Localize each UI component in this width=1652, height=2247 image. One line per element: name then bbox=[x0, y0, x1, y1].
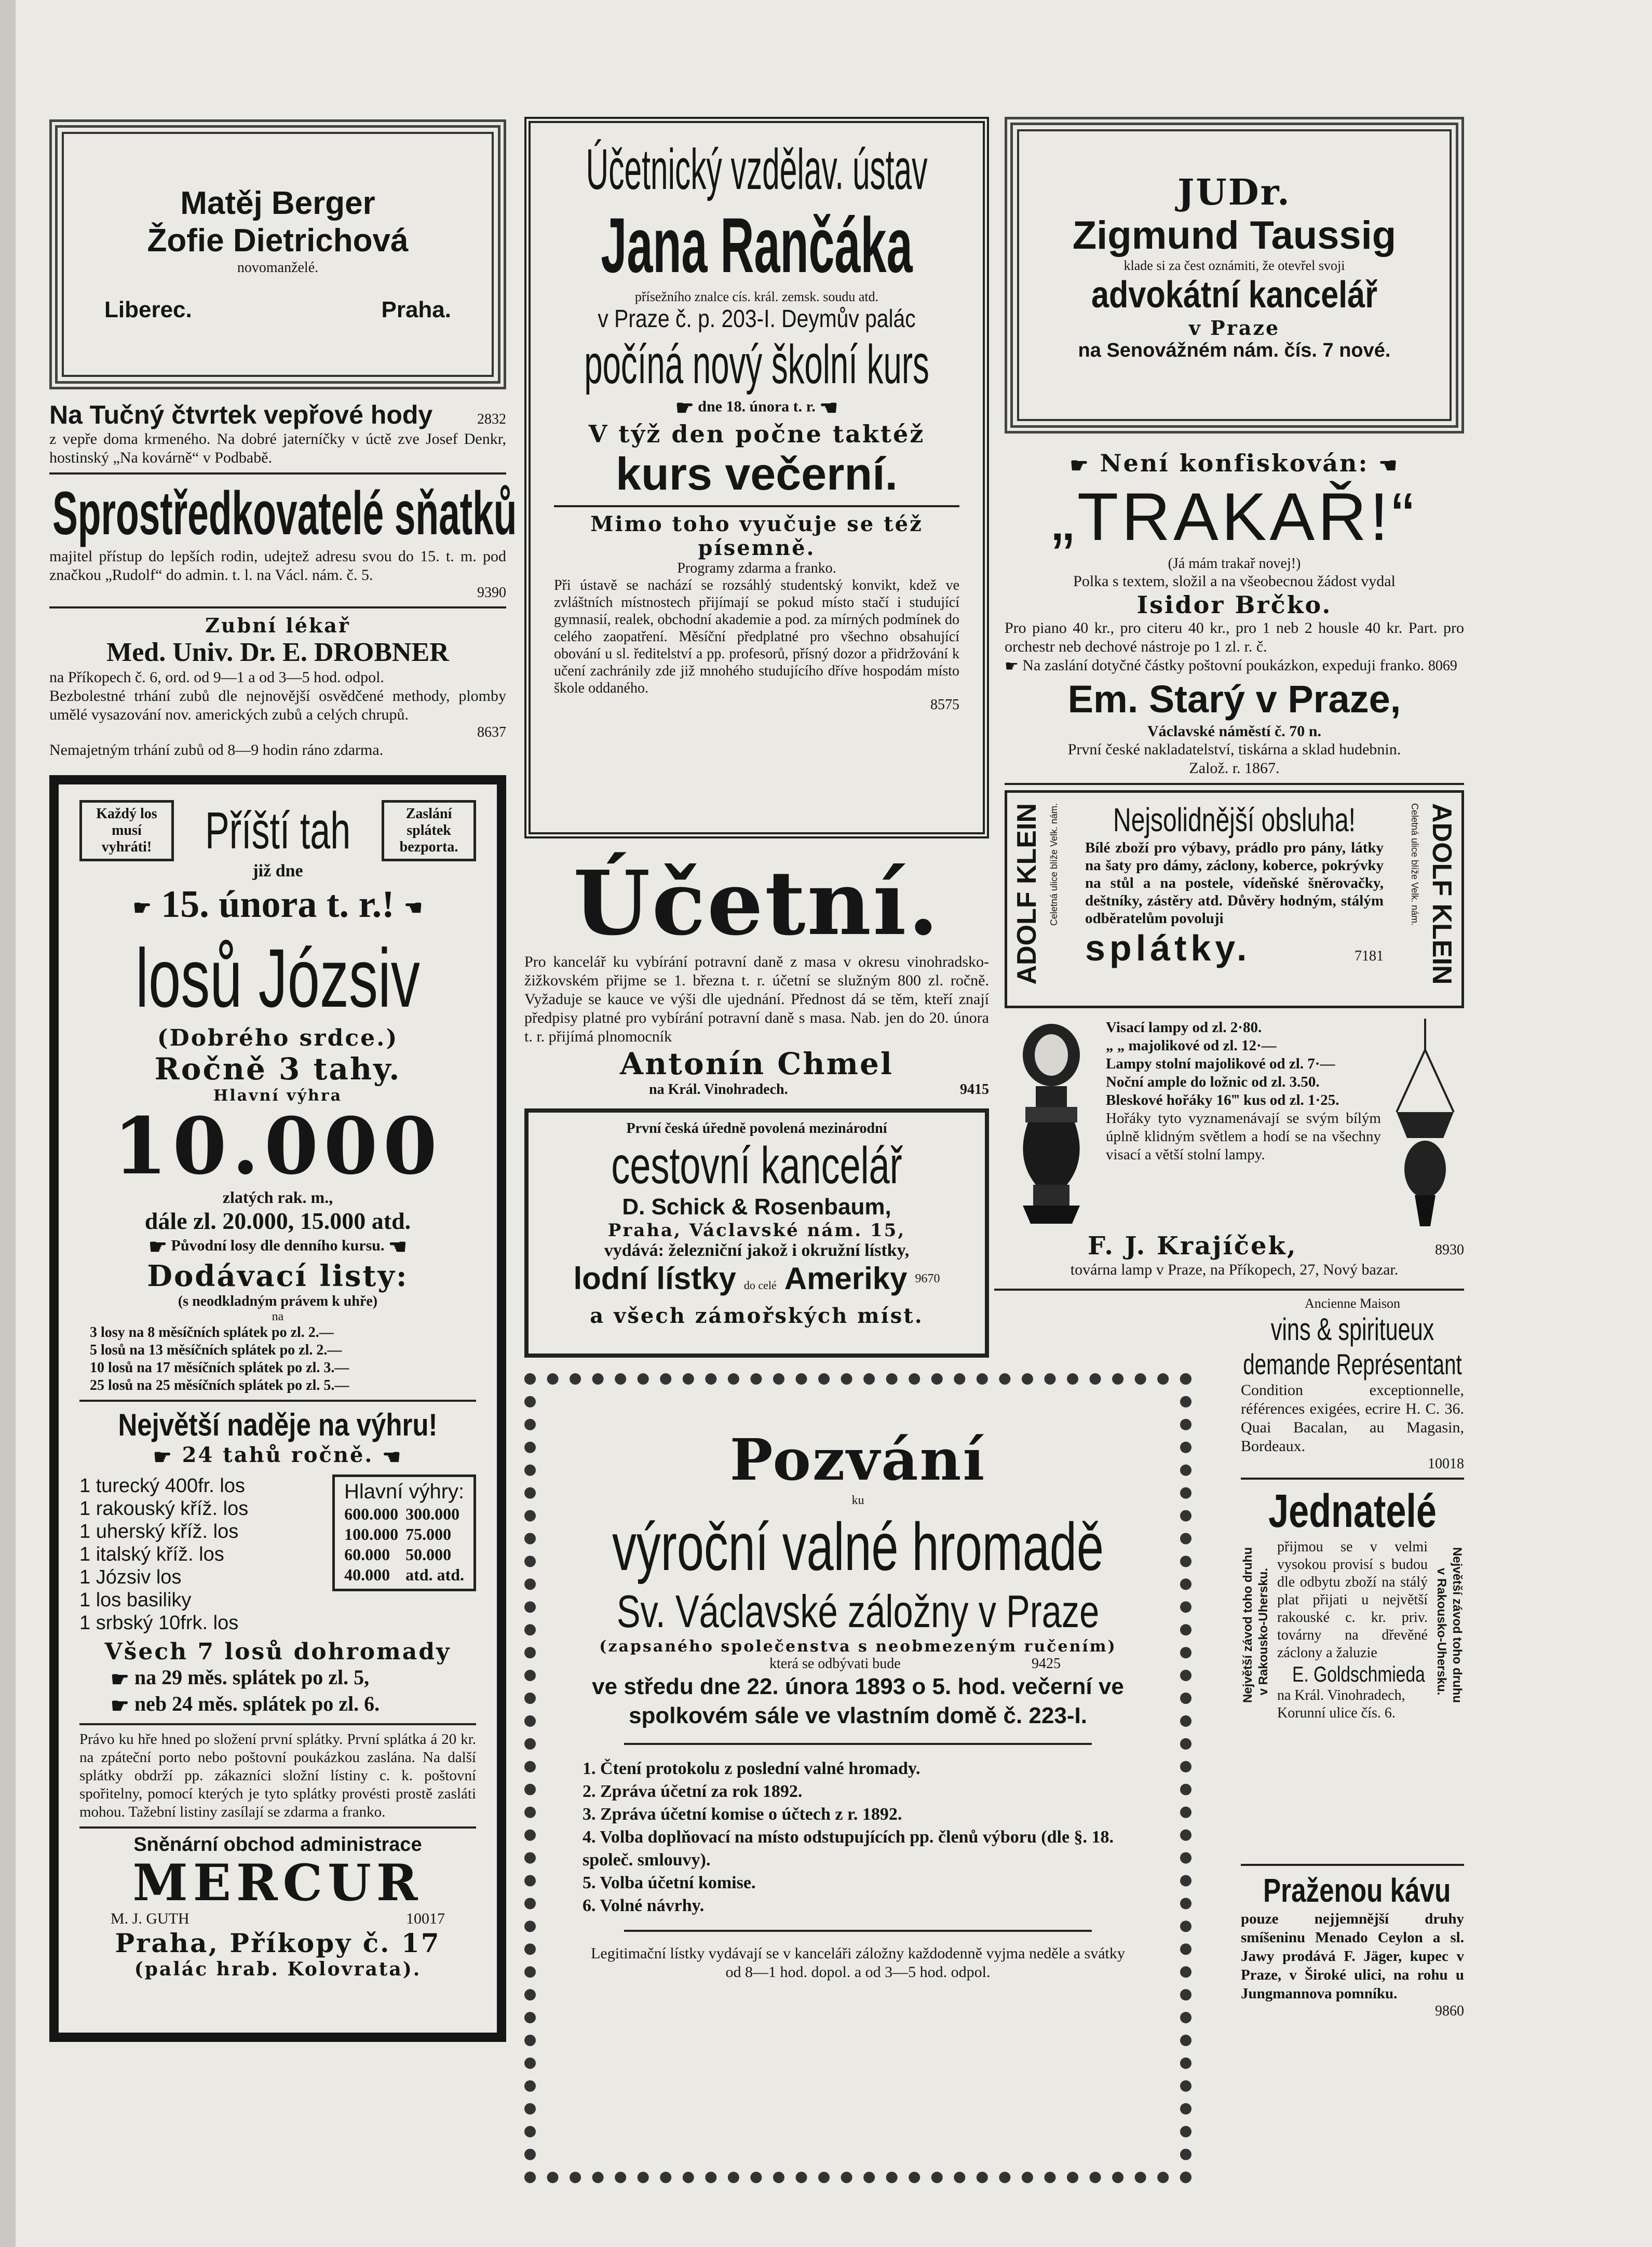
list-item: 1 Józsiv los bbox=[79, 1566, 182, 1588]
ucetni-ad bbox=[524, 851, 989, 1098]
pointing-hand-icon: ☚ bbox=[388, 1235, 407, 1259]
table-cell: 40.000 bbox=[344, 1565, 390, 1584]
mercur-vsech: Všech 7 losů dohromady bbox=[104, 1638, 451, 1665]
trakar-sub: (Já mám trakař novej!) bbox=[1168, 555, 1301, 572]
mercur-palac: (palác hrab. Kolovrata). bbox=[134, 1958, 422, 1981]
klein-num: 7181 bbox=[1355, 947, 1384, 964]
pointing-hand-icon: ☚ bbox=[382, 1444, 403, 1469]
tucny-title: Na Tučný čtvrtek vepřové hody bbox=[49, 400, 433, 429]
pointing-hand-icon: ☚ bbox=[1378, 453, 1399, 478]
divider bbox=[49, 472, 506, 475]
klein-side-right: ADOLF KLEIN bbox=[1427, 803, 1457, 985]
rancak-num: 8575 bbox=[930, 697, 959, 713]
mercur-rocne: Ročně 3 tahy. bbox=[154, 1051, 401, 1087]
mercur-zlatych: zlatých rak. m., bbox=[222, 1188, 333, 1207]
berger-city-left: Liberec. bbox=[104, 297, 192, 322]
pozvani-datum: ve středu dne 22. února 1893 o 5. hod. večerní ve spolkovém sále ve vlastním domě č. 223-I. bbox=[592, 1674, 1124, 1728]
table-row bbox=[341, 1505, 467, 1524]
mercur-jiz-dne: již dne bbox=[252, 861, 303, 881]
ucetni-name: Antonín Chmel bbox=[620, 1046, 893, 1081]
vins-ancienne: Ancienne Maison bbox=[1304, 1295, 1401, 1311]
mercur-praha: Praha, Příkopy č. 17 bbox=[115, 1928, 441, 1959]
hanging-lamp-icon bbox=[1386, 1019, 1464, 1237]
jednatele-text: přijmou se v velmi vysokou provisí s budou dle odbytu zboží na stálý plat přijati u největší rakouské c. kr. priv. továrny na dřevěné záclony a žaluzie bbox=[1277, 1538, 1428, 1661]
table-lamp-icon bbox=[1005, 1019, 1098, 1226]
jednatele-side-right2: v Rakousko-Uhersku. bbox=[1434, 1567, 1448, 1696]
pozvani-zalozny: Sv. Václavské záložny v Praze bbox=[616, 1586, 1100, 1637]
pozvani-legit: Legitimační lístky vydávají se v kanceláři záložny každodenně vyjma neděle a svátky od 8—1 hod. dopol. a od 3—5 hod. odpol. bbox=[591, 1945, 1125, 1981]
rancak-text: Při ústavě se nachází se rozsáhlý studentský konvikt, kdež ve zvláštních místnostech přijímají se pokud místo stačí i studující gymnasií, realek, obchodní akademie a pod. za mírných podmínek do celého zaopatření. Měsíční předplatné pro všechno obsahující obování u sl. ředitelství a pp. profesorů, přísný dozor a přidržování k učení zachránily zde již mnohého studujícího dříve hospodám místo škole oddaného. bbox=[554, 577, 959, 696]
trakar-isidor: Isidor Brčko. bbox=[1136, 590, 1332, 619]
mercur-pravo: Právo ku hře hned po složení první splátky. První splátka á 20 kr. na zpáteční porto nebo poštovní poukázkou zaslána. Na další splátky obdrží pp. zákazníci složní lístiny c. k. poštovní spořitelny, pomocí kterých je tyto splátky provésti prostě zasláti mohou. Tažební listiny zasílají se zdarma a franko. bbox=[79, 1731, 476, 1821]
schick-firm: D. Schick & Rosenbaum, bbox=[622, 1194, 891, 1220]
table-row bbox=[341, 1545, 467, 1564]
pozvani-vyrocni: výroční valné hromadě bbox=[612, 1509, 1104, 1585]
list-item: 1 los basiliky bbox=[79, 1589, 192, 1611]
krajicek-text6: Hořáky tyto vyznamenávají se svým bílým úplně klidným světlem a hodí se na všechny visací a větší stolní lampy. bbox=[1106, 1109, 1381, 1163]
rancak-prisezny: přísežního znalce cís. král. zemsk. soudu atd. bbox=[634, 289, 879, 304]
rancak-dne: dne 18. února t. r. bbox=[698, 398, 816, 415]
mercur-splatky-list bbox=[79, 1324, 476, 1395]
mercur-mes29: na 29 měs. splátek po zl. 5, bbox=[134, 1665, 370, 1689]
trakar-num: 8069 bbox=[1428, 657, 1457, 674]
mercur-dodavaci: Dodávací listy: bbox=[147, 1259, 409, 1294]
vins-text: Condition exceptionnelle, références exigées, ecrire H. C. 36. Quai Bacalan, au Magasin, Bordeaux. bbox=[1241, 1381, 1464, 1455]
klein-side-right-small: Celetná ulice blíže Velk. nám. bbox=[1410, 803, 1420, 926]
satky-ad bbox=[49, 479, 517, 601]
drobner-num: 8637 bbox=[477, 724, 506, 740]
krajicek-text2: „ „ majolikové od zl. 12·— bbox=[1106, 1037, 1277, 1054]
taussig-klade: klade si za čest oznámiti, že otevřel svoji bbox=[1123, 258, 1345, 273]
list-item: 2. Zpráva účetní za rok 1892. bbox=[583, 1782, 803, 1801]
list-item: 3. Zpráva účetní komise o účtech z r. 1892. bbox=[583, 1805, 902, 1824]
tucny-ad bbox=[49, 400, 506, 467]
rancak-jana: Jana Rančáka bbox=[601, 201, 913, 289]
trakar-zaloz: Založ. r. 1867. bbox=[1189, 759, 1280, 777]
tucny-text: z vepře doma krmeného. Na dobré jaterníčky v úctě zve Josef Denkr, hostinský „Na kovárně“ v Podbabě. bbox=[49, 430, 506, 466]
pointing-hand-icon: ☛ bbox=[153, 1444, 173, 1469]
mercur-obchod: Sněnární obchod administrace bbox=[133, 1834, 422, 1856]
krajicek-addr: továrna lamp v Praze, na Příkopech, 27, Nový bazar. bbox=[1070, 1261, 1399, 1278]
schick-vsech: a všech zámořských míst. bbox=[590, 1304, 924, 1328]
krajicek-text3: Lampy stolní majolikové od zl. 7·— bbox=[1106, 1055, 1335, 1072]
mercur-dale: dále zl. 20.000, 15.000 atd. bbox=[144, 1208, 411, 1235]
mercur-na: na bbox=[272, 1310, 284, 1324]
trakar-zaslani: Na zaslání dotyčné částky poštovní poukázkon, expeduji franko. bbox=[1022, 656, 1425, 674]
divider bbox=[1241, 1864, 1464, 1866]
mercur-nejvetsi: Největší naděje na výhru! bbox=[118, 1407, 438, 1443]
kava-num: 9860 bbox=[1435, 2002, 1464, 2019]
taussig-judr: JUDr. bbox=[1177, 172, 1291, 213]
right-bottom bbox=[1241, 1296, 1464, 2020]
pointing-hand-icon: ☛ bbox=[132, 896, 152, 920]
list-item: 10 losů na 17 měsíčních splátek po zl. 3.— bbox=[90, 1360, 349, 1376]
klein-title: Nejsolidnější obsluha! bbox=[1113, 801, 1356, 838]
divider bbox=[79, 1826, 476, 1829]
ucetni-text: Pro kancelář ku vybírání potravní daně z masa v okresu vinohradsko-žižkovském přijme se 1. března t. r. účetní se služným 800 zl. ročně. Vyžaduje se kauce ve výši dle ujednání. Přednost dá se těm, kteří znají předpisy platné pro vybírání potravní daně s masa. Nab. jen do 20. února t. r. přijímá plnomocník bbox=[524, 953, 989, 1045]
list-item: 4. Volba doplňovací na místo odstupujících pp. členů výboru (dle §. 18. společ. smlouvy). bbox=[583, 1828, 1114, 1870]
column-left bbox=[49, 119, 517, 2042]
rancak-vtyz: V týž den počne taktéž bbox=[588, 420, 925, 448]
schick-num: 9670 bbox=[915, 1272, 940, 1285]
taussig-advok: advokátní kancelář bbox=[1091, 274, 1378, 316]
klein-side-left-small: Celetná ulice blíže Velk. nám. bbox=[1049, 803, 1059, 926]
pointing-hand-icon: ☛ bbox=[1069, 453, 1090, 478]
klein-side-left: ADOLF KLEIN bbox=[1012, 803, 1042, 985]
vins-ad bbox=[1241, 1296, 1464, 1472]
divider bbox=[79, 1400, 476, 1402]
schick-ad bbox=[524, 1108, 989, 1358]
mercur-tahu24: 24 tahů ročně. bbox=[182, 1443, 374, 1468]
table-row bbox=[341, 1525, 467, 1544]
krajicek-ad bbox=[1005, 1019, 1464, 1283]
berger-city-right: Praha. bbox=[381, 297, 451, 322]
drobner-name: Med. Univ. Dr. E. DROBNER bbox=[106, 638, 449, 667]
mercur-headline: Příští tah bbox=[205, 801, 351, 860]
kava-text: pouze nejjemnější druhy smíšeninu Menado Ceylon a sl. Jawy prodává F. Jäger, kupec v Praze, v Široké ulici, na rohu u Jungmannova pomníku. bbox=[1241, 1910, 1464, 2002]
krajicek-text1: Visací lampy od zl. 2·80. bbox=[1106, 1019, 1262, 1036]
trakar-piano: Pro piano 40 kr., pro citeru 40 kr., pro 1 neb 2 housle 40 kr. Part. pro orchestr neb dechové nástroje po 1 zl. r. č. bbox=[1005, 619, 1464, 655]
satky-text: majitel přístup do lepších rodin, udejtež adresu svou do 15. t. m. pod značkou „Rudolf“ do admin. t. l. na Václ. nám. č. 5. bbox=[49, 548, 506, 584]
mercur-puvodni: Původní losy dle denního kursu. bbox=[171, 1237, 385, 1254]
list-item: 1. Čtení protokolu z poslední valné hromady. bbox=[583, 1759, 920, 1778]
mercur-hlavni: Hlavní výhra bbox=[213, 1087, 343, 1105]
rancak-ad bbox=[524, 117, 989, 838]
mercur-neodklad: (s neodkladným právem k uhře) bbox=[178, 1293, 378, 1310]
satky-title: Sprostředkovatelé sňatků bbox=[52, 479, 517, 548]
mercur-amount: 10.000 bbox=[113, 1101, 443, 1193]
mercur-guth: M. J. GUTH bbox=[111, 1910, 189, 1928]
klein-ad bbox=[1005, 790, 1464, 1008]
jednatele-side-left: Největší závod toho druhu bbox=[1241, 1547, 1255, 1703]
drobner-line3: Nemajetným trhání zubů od 8—9 hodin ráno zdarma. bbox=[49, 741, 384, 759]
mercur-vyhry-title: Hlavní výhry: bbox=[344, 1480, 465, 1503]
pozvani-num: 9425 bbox=[1032, 1656, 1061, 1672]
table-cell: 75.000 bbox=[405, 1524, 452, 1544]
drobner-ad bbox=[49, 614, 506, 760]
pointing-hand-icon: ☛ bbox=[1005, 657, 1019, 675]
pointing-hand-icon: ☚ bbox=[819, 396, 838, 419]
list-item: 5 losů na 13 měsíčních splátek po zl. 2.— bbox=[90, 1342, 342, 1359]
mercur-num: 10017 bbox=[406, 1910, 445, 1928]
krajicek-text4: Noční ample do ložnic od zl. 3.50. bbox=[1106, 1073, 1320, 1090]
schick-prvni: První česká úředně povolená mezinárodní bbox=[626, 1120, 887, 1136]
rancak-pocina: počíná nový školní kurs bbox=[584, 334, 929, 395]
pointing-hand-icon: ☛ bbox=[148, 1235, 167, 1259]
rancak-mimo: Mimo toho vyučuje se též písemně. bbox=[590, 512, 923, 560]
rancak-programy: Programy zdarma a franko. bbox=[677, 560, 836, 576]
table-row bbox=[341, 1565, 467, 1585]
list-item: 3 losy na 8 měsíčních splátek po zl. 2.— bbox=[90, 1324, 334, 1341]
divider bbox=[79, 1723, 476, 1725]
mercur-dobreho: (Dobrého srdce.) bbox=[157, 1025, 399, 1052]
table-cell: 600.000 bbox=[344, 1504, 399, 1523]
trakar-prvni: První české nakladatelství, tiskárna a sklad hudebnin. bbox=[1067, 740, 1401, 758]
jednatele-ad bbox=[1241, 1485, 1464, 1859]
trakar-polka: Polka s textem, složil a na všeobecnou žádost vydal bbox=[1073, 572, 1396, 590]
taussig-praha: v Praze bbox=[1188, 316, 1280, 340]
list-item: 1 uherský kříž. los bbox=[79, 1520, 239, 1542]
list-item: 6. Volné návrhy. bbox=[583, 1896, 705, 1915]
vins-title: vins & spiritueux bbox=[1270, 1311, 1434, 1347]
pozvani-title: Pozvání bbox=[729, 1426, 986, 1493]
divider bbox=[554, 505, 959, 507]
mercur-tag-left: Každý los musí vyhráti! bbox=[79, 800, 174, 861]
mercur-vyhry-box bbox=[332, 1474, 476, 1591]
trakar-vaclav: Václavské náměstí č. 70 n. bbox=[1147, 722, 1321, 740]
drobner-header: Zubní lékař bbox=[205, 614, 350, 637]
list-item: 1 italský kříž. los bbox=[79, 1543, 224, 1565]
drobner-line2: Bezbolestné trhání zubů dle nejnovější osvědčené methody, plomby umělé vysazování nov. amerických zubů a celých chrupů. bbox=[49, 687, 506, 723]
jednatele-title: Jednatelé bbox=[1268, 1485, 1437, 1537]
berger-ad bbox=[49, 119, 506, 389]
list-item: 1 turecký 400fr. los bbox=[79, 1474, 245, 1497]
divider bbox=[1241, 1478, 1464, 1480]
divider bbox=[994, 1289, 1464, 1291]
krajicek-num: 8930 bbox=[1435, 1241, 1464, 1258]
rancak-ustav: Účetnický vzdělav. ústav bbox=[586, 138, 928, 201]
table-cell: atd. atd. bbox=[405, 1565, 464, 1584]
table-cell: 100.000 bbox=[344, 1524, 399, 1544]
table-cell: 60.000 bbox=[344, 1545, 390, 1564]
berger-name1: Matěj Berger bbox=[180, 185, 375, 221]
taussig-ad bbox=[1005, 117, 1464, 434]
vins-num: 10018 bbox=[1428, 1455, 1464, 1472]
jednatele-side-right: Největší závod toho druhu bbox=[1450, 1547, 1464, 1703]
rancak-praha: v Praze č. p. 203-I. Deymův palác bbox=[598, 305, 916, 333]
trakar-neni: Není konfiskován: bbox=[1100, 449, 1369, 477]
divider bbox=[1005, 783, 1464, 785]
column-right bbox=[1005, 117, 1464, 2020]
trakar-stary: Em. Starý v Praze, bbox=[1067, 677, 1401, 721]
table-cell: 50.000 bbox=[405, 1545, 452, 1564]
taussig-name: Zigmund Taussig bbox=[1072, 213, 1397, 258]
mercur-losy-list bbox=[79, 1474, 248, 1634]
pointing-hand-icon: ☚ bbox=[404, 896, 423, 920]
mercur-date: 15. února t. r.! bbox=[161, 883, 395, 926]
drobner-line1: na Příkopech č. 6, ord. od 9—1 a od 3—5 hod. odpol. bbox=[49, 669, 384, 686]
page-edge bbox=[0, 0, 16, 2247]
vins-demande: demande Représentant bbox=[1243, 1347, 1462, 1380]
list-item: 5. Volba účetní komise. bbox=[583, 1873, 756, 1892]
krajicek-name: F. J. Krajíček, bbox=[1088, 1231, 1297, 1261]
list-item: 1 srbský 10frk. los bbox=[79, 1612, 239, 1634]
satky-num: 9390 bbox=[477, 585, 506, 601]
jednatele-side-left2: v Rakousko-Uhersku. bbox=[1256, 1567, 1270, 1696]
ucetni-place: na Král. Vinohradech. bbox=[649, 1081, 788, 1098]
mercur-vyhry-table bbox=[340, 1504, 468, 1586]
klein-splatky: splátky. bbox=[1085, 927, 1251, 968]
schick-ameriky: Ameriky bbox=[784, 1261, 908, 1296]
pointing-hand-icon: ☛ bbox=[111, 1694, 129, 1718]
pozvani-ku: ku bbox=[851, 1494, 864, 1507]
table-cell: 300.000 bbox=[405, 1504, 460, 1523]
pointing-hand-icon: ☛ bbox=[675, 396, 694, 419]
mercur-tag-right: Zaslání splátek bezporta. bbox=[382, 800, 476, 861]
schick-vydava: vydává: železniční jakož i okružní lístky, bbox=[604, 1241, 910, 1260]
schick-addr: Praha, Václavské nám. 15, bbox=[607, 1220, 906, 1241]
jednatele-firm: E. Goldschmieda bbox=[1292, 1661, 1425, 1686]
schick-title: cestovní kancelář bbox=[611, 1136, 902, 1195]
tucny-num: 2832 bbox=[477, 411, 506, 427]
ucetni-num: 9415 bbox=[960, 1081, 989, 1098]
mercur-ad bbox=[49, 775, 506, 2042]
trakar-ad bbox=[1005, 449, 1464, 778]
list-item: 1 rakouský kříž. los bbox=[79, 1497, 249, 1520]
kava-title: Praženou kávu bbox=[1263, 1871, 1451, 1909]
trakar-title: „TRAKAŘ!“ bbox=[1051, 478, 1417, 554]
pozvani-odbyva: která se odbývati bude bbox=[769, 1656, 901, 1672]
schick-do-cele: do celé bbox=[743, 1279, 777, 1292]
divider bbox=[49, 606, 506, 608]
list-item: 25 losů na 25 měsíčních splátek po zl. 5.— bbox=[90, 1377, 349, 1394]
pozvani-spol: (zapsaného společenstva s neobmezeným ručením) bbox=[599, 1637, 1117, 1656]
jednatele-addr: na Král. Vinohradech, Korunní ulice čís. 6. bbox=[1277, 1687, 1405, 1721]
mercur-big: losů Józsiv bbox=[136, 931, 420, 1025]
berger-subtitle: novomanželé. bbox=[237, 260, 319, 276]
mercur-logo: MERCUR bbox=[132, 1853, 423, 1913]
berger-name2: Žofie Dietrichová bbox=[147, 223, 409, 259]
klein-text: Bílé zboží pro výbavy, prádlo pro pány, látky na šaty pro dámy, záclony, koberce, pokrývky na stůl a na postele, vídeňské šněrovačky, deštníky, zástěry atd. Důvěry hodným, stálým odběratelům povoluji bbox=[1085, 839, 1384, 927]
kava-ad bbox=[1241, 1871, 1464, 2020]
pointing-hand-icon: ☛ bbox=[111, 1667, 129, 1691]
rancak-vecerni: kurs večerní. bbox=[616, 448, 898, 499]
schick-lodni: lodní lístky bbox=[573, 1261, 736, 1296]
taussig-addr: na Senovážném nám. čís. 7 nové. bbox=[1078, 340, 1391, 361]
krajicek-text5: Bleskové hořáky 16‴ kus od zl. 1·25. bbox=[1106, 1091, 1339, 1108]
mercur-mes24: neb 24 měs. splátek po zl. 6. bbox=[134, 1691, 380, 1715]
ucetni-title: Účetní. bbox=[573, 851, 940, 955]
